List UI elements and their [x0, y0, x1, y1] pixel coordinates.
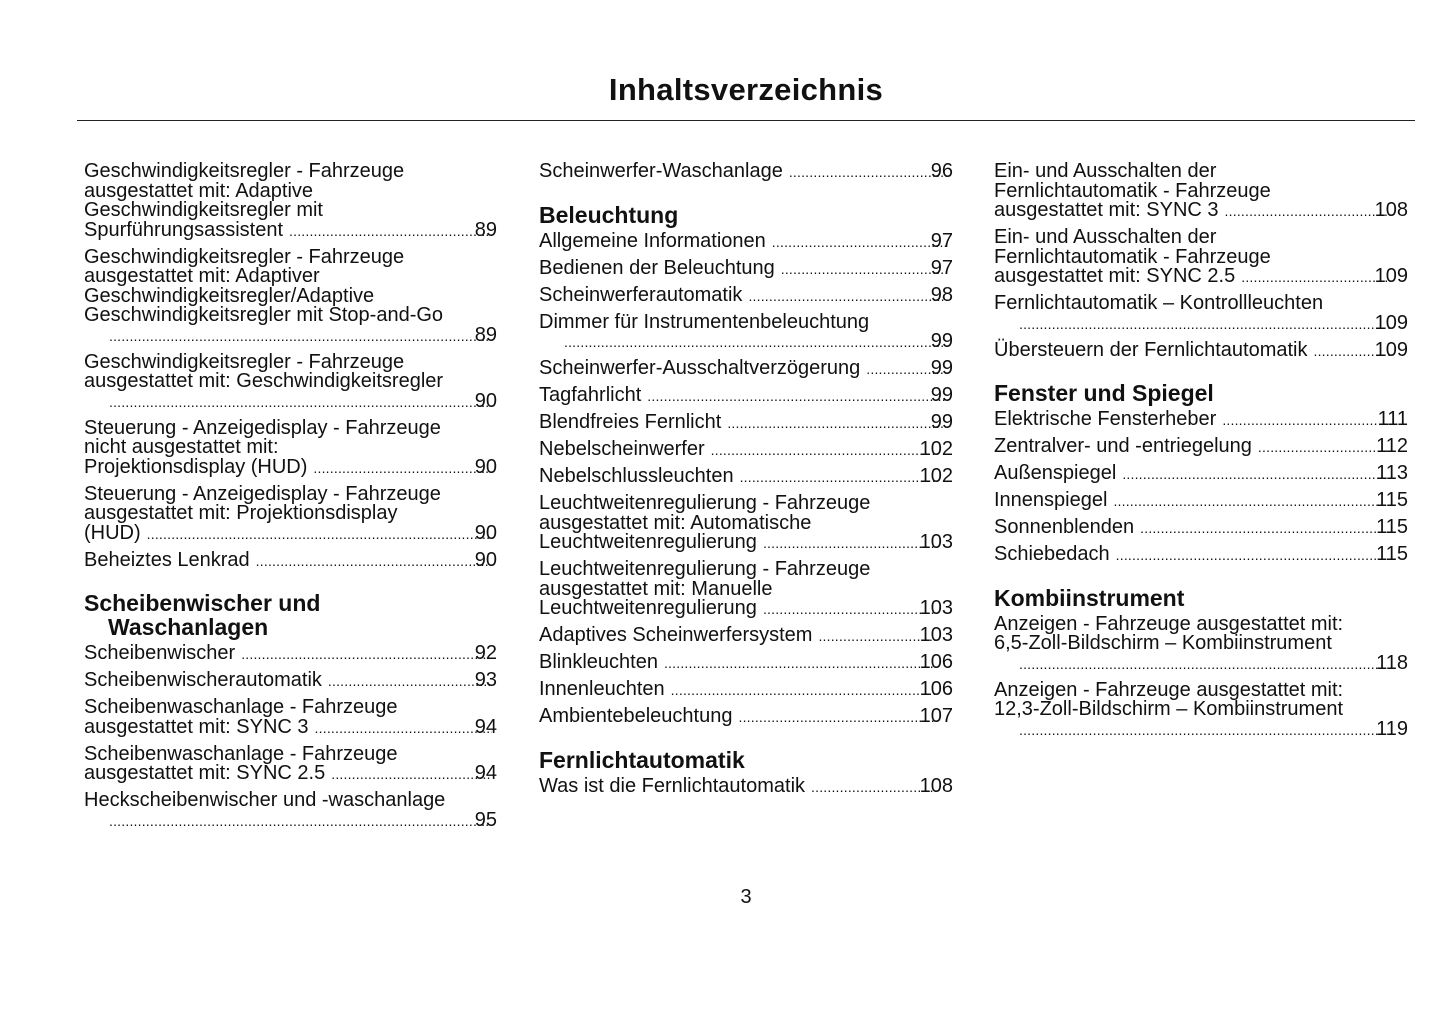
dot-leader [811, 778, 937, 798]
page-ref: 111 [1377, 408, 1408, 430]
toc-section [994, 612, 1408, 741]
toc-entry-lastline [84, 669, 497, 692]
page-ref: 92 [474, 642, 497, 664]
toc-entry-lastline [84, 642, 497, 665]
toc-entry-text: Leuchtweitenregulierung - Fahrzeuge [539, 492, 871, 514]
dot-leader [740, 468, 937, 488]
toc-entry[interactable] [84, 350, 497, 413]
page-ref: 89 [474, 218, 497, 241]
toc-entry-lastline [558, 332, 953, 353]
toc-entry-lastline [84, 455, 497, 479]
dot-leader [748, 287, 947, 307]
page-ref: 89 [474, 323, 497, 346]
toc-entry-lastline [539, 678, 953, 701]
section-heading-line: Fernlichtautomatik [539, 746, 745, 773]
toc-entry-lastline [539, 384, 953, 407]
page-ref: 115 [1376, 489, 1408, 511]
dot-leader [671, 681, 937, 701]
toc-section [84, 644, 497, 831]
page-ref: 94 [474, 762, 497, 784]
toc-entry[interactable] [539, 707, 953, 728]
toc-entry[interactable] [539, 283, 953, 307]
toc-column-1 [84, 162, 497, 838]
page-ref: 106 [919, 651, 953, 673]
page-ref: 115 [1376, 516, 1408, 538]
page-ref: 102 [919, 438, 953, 460]
toc-entry[interactable] [994, 410, 1408, 431]
dot-leader [727, 414, 947, 434]
toc-entry-lastline [994, 265, 1408, 288]
toc-entry[interactable] [994, 294, 1408, 334]
toc-entry-lastline [994, 338, 1408, 362]
toc-entry-text: ausgestattet mit: Automatische [539, 511, 812, 534]
toc-entry-lastline [539, 160, 953, 183]
dot-leader [1116, 546, 1393, 566]
toc-entry-text: ausgestattet mit: Manuelle [539, 577, 773, 600]
toc-entry[interactable] [539, 494, 953, 554]
dot-leader [818, 627, 936, 647]
toc-entry-text: ausgestattet mit: SYNC 3 [994, 199, 1219, 221]
dot-leader [1258, 438, 1393, 458]
toc-entry-lastline [1013, 717, 1408, 741]
page-ref: 97 [930, 229, 953, 252]
toc-entry-text: Spurführungsassistent [84, 218, 284, 241]
page-ref: 99 [930, 330, 953, 352]
dot-leader [241, 645, 492, 665]
toc-entry[interactable] [539, 386, 953, 407]
toc-entry-text: Ambientebeleuchtung [539, 705, 733, 727]
page-ref: 113 [1376, 462, 1408, 484]
toc-entry-text: Sonnenblenden [994, 516, 1135, 538]
page-ref: 118 [1376, 651, 1408, 674]
toc-entry[interactable] [539, 774, 953, 798]
toc-entry[interactable] [994, 228, 1408, 288]
toc-entry-lastline [994, 489, 1408, 512]
page-ref: 108 [1374, 199, 1408, 221]
toc-entry[interactable] [539, 359, 953, 380]
toc-entry-lastline [539, 465, 953, 488]
toc-entry-lastline [84, 762, 497, 785]
section-heading-line: Scheibenwischer und [84, 590, 321, 616]
page-ref: 99 [930, 411, 953, 433]
toc-entry[interactable] [84, 416, 497, 479]
toc-entry-text: Innenleuchten [539, 678, 665, 700]
toc-entry-lastline [994, 408, 1408, 431]
toc-entry[interactable] [539, 162, 953, 183]
toc-entry-text: Übersteuern der Fernlichtautomatik [994, 338, 1308, 361]
dot-leader [109, 812, 492, 832]
toc-column-3 [994, 162, 1408, 747]
page-ref: 103 [919, 624, 953, 646]
toc-entry-lastline [539, 283, 953, 307]
toc-entry[interactable] [994, 518, 1408, 539]
toc-entry[interactable] [84, 245, 497, 347]
toc-section [84, 162, 497, 571]
toc-entry-text: Geschwindigkeitsregler - Fahrzeuge [84, 245, 405, 268]
toc-entry-lastline [84, 218, 497, 242]
toc-entry-text: Geschwindigkeitsregler - Fahrzeuge [84, 160, 405, 182]
toc-entry-lastline [103, 808, 497, 832]
toc-entry[interactable] [539, 440, 953, 461]
toc-entry-text: Anzeigen - Fahrzeuge ausgestattet mit: [994, 612, 1344, 635]
section-heading-line: Beleuchtung [539, 201, 679, 228]
toc-entry[interactable] [84, 742, 497, 785]
dot-leader [711, 441, 937, 461]
dot-leader [763, 600, 937, 620]
section-heading [994, 381, 1408, 405]
page-ref: 103 [919, 531, 953, 553]
toc-entry-lastline [103, 323, 497, 347]
dot-leader [328, 672, 492, 692]
dot-leader [256, 552, 492, 572]
dot-leader [313, 459, 491, 479]
toc-entry-text: (HUD) [84, 521, 141, 544]
toc-entry-text: Außenspiegel [994, 462, 1117, 484]
toc-entry-text: ausgestattet mit: SYNC 3 [84, 715, 309, 738]
toc-entry-text: Ein- und Ausschalten der [994, 160, 1217, 182]
toc-entry[interactable] [84, 644, 497, 665]
toc-entry[interactable] [994, 464, 1408, 485]
toc-entry-lastline [1013, 311, 1408, 335]
dot-leader [789, 163, 948, 183]
page-ref: 97 [930, 256, 953, 279]
toc-entry[interactable] [994, 437, 1408, 458]
toc-entry-text: Allgemeine Informationen [539, 229, 766, 252]
toc-entry-lastline [539, 411, 953, 434]
page-ref: 98 [930, 283, 953, 306]
title-divider [77, 120, 1415, 121]
dot-leader [564, 333, 948, 353]
toc-entry[interactable] [539, 653, 953, 674]
toc-entry-lastline [539, 774, 953, 798]
toc-entry[interactable] [539, 229, 953, 253]
toc-entry-text: Elektrische Fensterheber [994, 408, 1217, 430]
toc-entry-lastline [539, 256, 953, 280]
page-ref: 109 [1374, 311, 1408, 334]
toc-entry-text: Scheibenwaschanlage - Fahrzeuge [84, 696, 398, 718]
toc-entry[interactable] [994, 491, 1408, 512]
section-heading [539, 748, 953, 772]
toc-entry-lastline [539, 705, 953, 728]
page-ref: 95 [474, 808, 497, 831]
toc-entry-text: Fernlichtautomatik - Fahrzeuge [994, 245, 1271, 268]
page-ref: 109 [1374, 265, 1408, 287]
toc-entry-text: Geschwindigkeitsregler - Fahrzeuge [84, 350, 405, 373]
toc-entry-text: Fernlichtautomatik - Fahrzeuge [994, 179, 1271, 202]
toc-entry-text: Geschwindigkeitsregler mit Stop-and-Go [84, 304, 444, 326]
toc-entry-lastline [84, 548, 497, 572]
toc-entry-lastline [103, 389, 497, 413]
toc-entry-text: Steuerung - Anzeigedisplay - Fahrzeuge [84, 482, 441, 505]
toc-entry-text: Fernlichtautomatik – Kontrollleuchten [994, 292, 1324, 314]
toc-entry-text: Scheinwerfer-Waschanlage [539, 160, 783, 182]
dot-leader [1122, 465, 1393, 485]
toc-entry-lastline [539, 438, 953, 461]
dot-leader [331, 765, 492, 785]
dot-leader [109, 327, 492, 347]
section-heading-line: Waschanlagen [108, 614, 269, 640]
toc-entry-text: Projektionsdisplay (HUD) [84, 455, 308, 478]
toc-entry-text: Scheinwerfer-Ausschaltverzögerung [539, 357, 861, 379]
toc-entry[interactable] [994, 545, 1408, 566]
toc-entry-lastline [994, 516, 1408, 539]
toc-entry-text: Was ist die Fernlichtautomatik [539, 774, 806, 797]
toc-entry[interactable] [539, 413, 953, 434]
toc-entry[interactable] [539, 680, 953, 701]
page-ref: 93 [474, 669, 497, 691]
page-ref: 90 [474, 521, 497, 544]
toc-entry-text: Zentralver- und -entriegelung [994, 435, 1252, 457]
page-ref: 109 [1374, 338, 1408, 361]
toc-entry-lastline [994, 199, 1408, 222]
toc-entry[interactable] [84, 791, 497, 831]
page-ref: 119 [1376, 717, 1408, 740]
page-ref: 108 [919, 774, 953, 797]
toc-column-2 [539, 162, 953, 804]
toc-entry[interactable] [84, 162, 497, 241]
toc-entry-lastline [539, 651, 953, 674]
dot-leader [109, 393, 492, 413]
page-ref: 115 [1376, 543, 1408, 565]
toc-entry-lastline [994, 435, 1408, 458]
toc-entry-text: Tagfahrlicht [539, 384, 642, 406]
toc-entry-text: Scheibenwischerautomatik [84, 669, 322, 691]
page-ref: 90 [474, 455, 497, 478]
section-heading-line: Fenster und Spiegel [994, 380, 1214, 406]
toc-entry-lastline [539, 357, 953, 380]
toc-entry-text: ausgestattet mit: Projektionsdisplay [84, 502, 398, 524]
toc-entry[interactable] [84, 671, 497, 692]
page-ref: 96 [930, 160, 953, 182]
dot-leader [147, 525, 492, 545]
toc-entry[interactable] [539, 626, 953, 647]
dot-leader [1140, 519, 1393, 539]
toc-entry-text: 12,3-Zoll-Bildschirm – Kombiinstrument [994, 698, 1344, 720]
toc-entry-text: Leuchtweitenregulierung [539, 597, 757, 619]
toc-entry-text: Nebelscheinwerfer [539, 438, 705, 460]
page-ref: 106 [919, 678, 953, 700]
toc-entry-text: Ein- und Ausschalten der [994, 226, 1217, 248]
toc-entry-text: Geschwindigkeitsregler/Adaptive [84, 284, 375, 307]
dot-leader [1019, 315, 1392, 335]
page-ref: 94 [474, 715, 497, 738]
toc-section [994, 162, 1408, 361]
toc-entry-text: ausgestattet mit: SYNC 2.5 [994, 265, 1236, 287]
toc-entry-text: Scheibenwaschanlage - Fahrzeuge [84, 742, 398, 765]
toc-section [539, 229, 953, 728]
toc-entry-text: ausgestattet mit: Geschwindigkeitsregler [84, 370, 444, 392]
dot-leader [289, 222, 492, 242]
dot-leader [1019, 655, 1393, 675]
toc-entry-text: Nebelschlussleuchten [539, 465, 734, 487]
section-heading [539, 203, 953, 227]
toc-entry-lastline [539, 597, 953, 620]
page-ref: 112 [1376, 435, 1408, 457]
toc-entry-text: ausgestattet mit: Adaptiver [84, 265, 320, 287]
toc-entry-text: Anzeigen - Fahrzeuge ausgestattet mit: [994, 678, 1344, 701]
toc-entry-text: Dimmer für Instrumentenbeleuchtung [539, 310, 870, 333]
toc-entry[interactable] [994, 162, 1408, 222]
page-number: 3 [740, 886, 752, 908]
toc-entry-text: Blendfreies Fernlicht [539, 411, 722, 433]
toc-entry-lastline [539, 531, 953, 554]
page-ref: 90 [474, 389, 497, 412]
dot-leader [1241, 268, 1391, 288]
toc-entry-text: ausgestattet mit: SYNC 2.5 [84, 762, 326, 784]
toc-entry-text: Schiebedach [994, 543, 1110, 565]
toc-entry-text: Scheinwerferautomatik [539, 283, 743, 306]
toc-entry-lastline [84, 521, 497, 545]
toc-entry[interactable] [994, 678, 1408, 741]
toc-entry-text: 6,5-Zoll-Bildschirm – Kombiinstrument [994, 632, 1332, 654]
page-ref: 99 [930, 384, 953, 406]
dot-leader [315, 719, 492, 739]
dot-leader [772, 233, 948, 253]
toc-entry-text: Blinkleuchten [539, 651, 658, 673]
toc-section [539, 774, 953, 798]
toc-entry-text: Heckscheibenwischer und -waschanlage [84, 789, 446, 811]
toc-entry-lastline [994, 543, 1408, 566]
dot-leader [1222, 411, 1394, 431]
dot-leader [1225, 202, 1392, 222]
toc-entry-text: Scheibenwischer [84, 642, 236, 664]
toc-entry-text: Bedienen der Beleuchtung [539, 256, 775, 279]
toc-entry[interactable] [539, 256, 953, 280]
dot-leader [647, 387, 947, 407]
page-ref: 90 [474, 548, 497, 571]
dot-leader [1113, 492, 1393, 512]
toc-section [994, 410, 1408, 566]
toc-entry-text: nicht ausgestattet mit: [84, 436, 279, 458]
toc-entry-lastline [539, 229, 953, 253]
toc-entry-text: Leuchtweitenregulierung [539, 531, 757, 553]
page-ref: 107 [919, 705, 953, 727]
toc-entry[interactable] [84, 482, 497, 545]
toc-entry-lastline [84, 715, 497, 739]
toc-entry[interactable] [994, 338, 1408, 362]
toc-entry[interactable] [994, 612, 1408, 675]
toc-entry-text: ausgestattet mit: Adaptive [84, 179, 314, 202]
toc-entry-text: Geschwindigkeitsregler mit [84, 199, 323, 221]
page-ref: 103 [919, 597, 953, 619]
dot-leader [738, 708, 936, 728]
toc-entry[interactable] [84, 698, 497, 738]
toc-entry-lastline [1013, 651, 1408, 675]
page-ref: 102 [919, 465, 953, 487]
page-title: Inhaltsverzeichnis [608, 72, 884, 107]
toc-entry-text: Beheiztes Lenkrad [84, 548, 250, 571]
section-heading-line: Kombiinstrument [994, 584, 1185, 611]
toc-entry-text: Steuerung - Anzeigedisplay - Fahrzeuge [84, 416, 441, 439]
toc-entry[interactable] [539, 467, 953, 488]
toc-entry[interactable] [539, 560, 953, 620]
dot-leader [664, 654, 937, 674]
toc-entry[interactable] [84, 548, 497, 572]
toc-entry[interactable] [539, 310, 953, 353]
dot-leader [781, 260, 948, 280]
toc-entry-lastline [994, 462, 1408, 485]
toc-entry-text: Adaptives Scheinwerfersystem [539, 624, 813, 646]
toc-entry-lastline [539, 624, 953, 647]
toc-entry-text: Innenspiegel [994, 489, 1108, 511]
dot-leader [763, 534, 937, 554]
dot-leader [1019, 721, 1393, 741]
section-heading [994, 586, 1408, 610]
page-ref: 99 [930, 357, 953, 379]
toc-entry-text: Leuchtweitenregulierung - Fahrzeuge [539, 558, 871, 580]
toc-section [539, 162, 953, 183]
section-heading [84, 591, 497, 639]
